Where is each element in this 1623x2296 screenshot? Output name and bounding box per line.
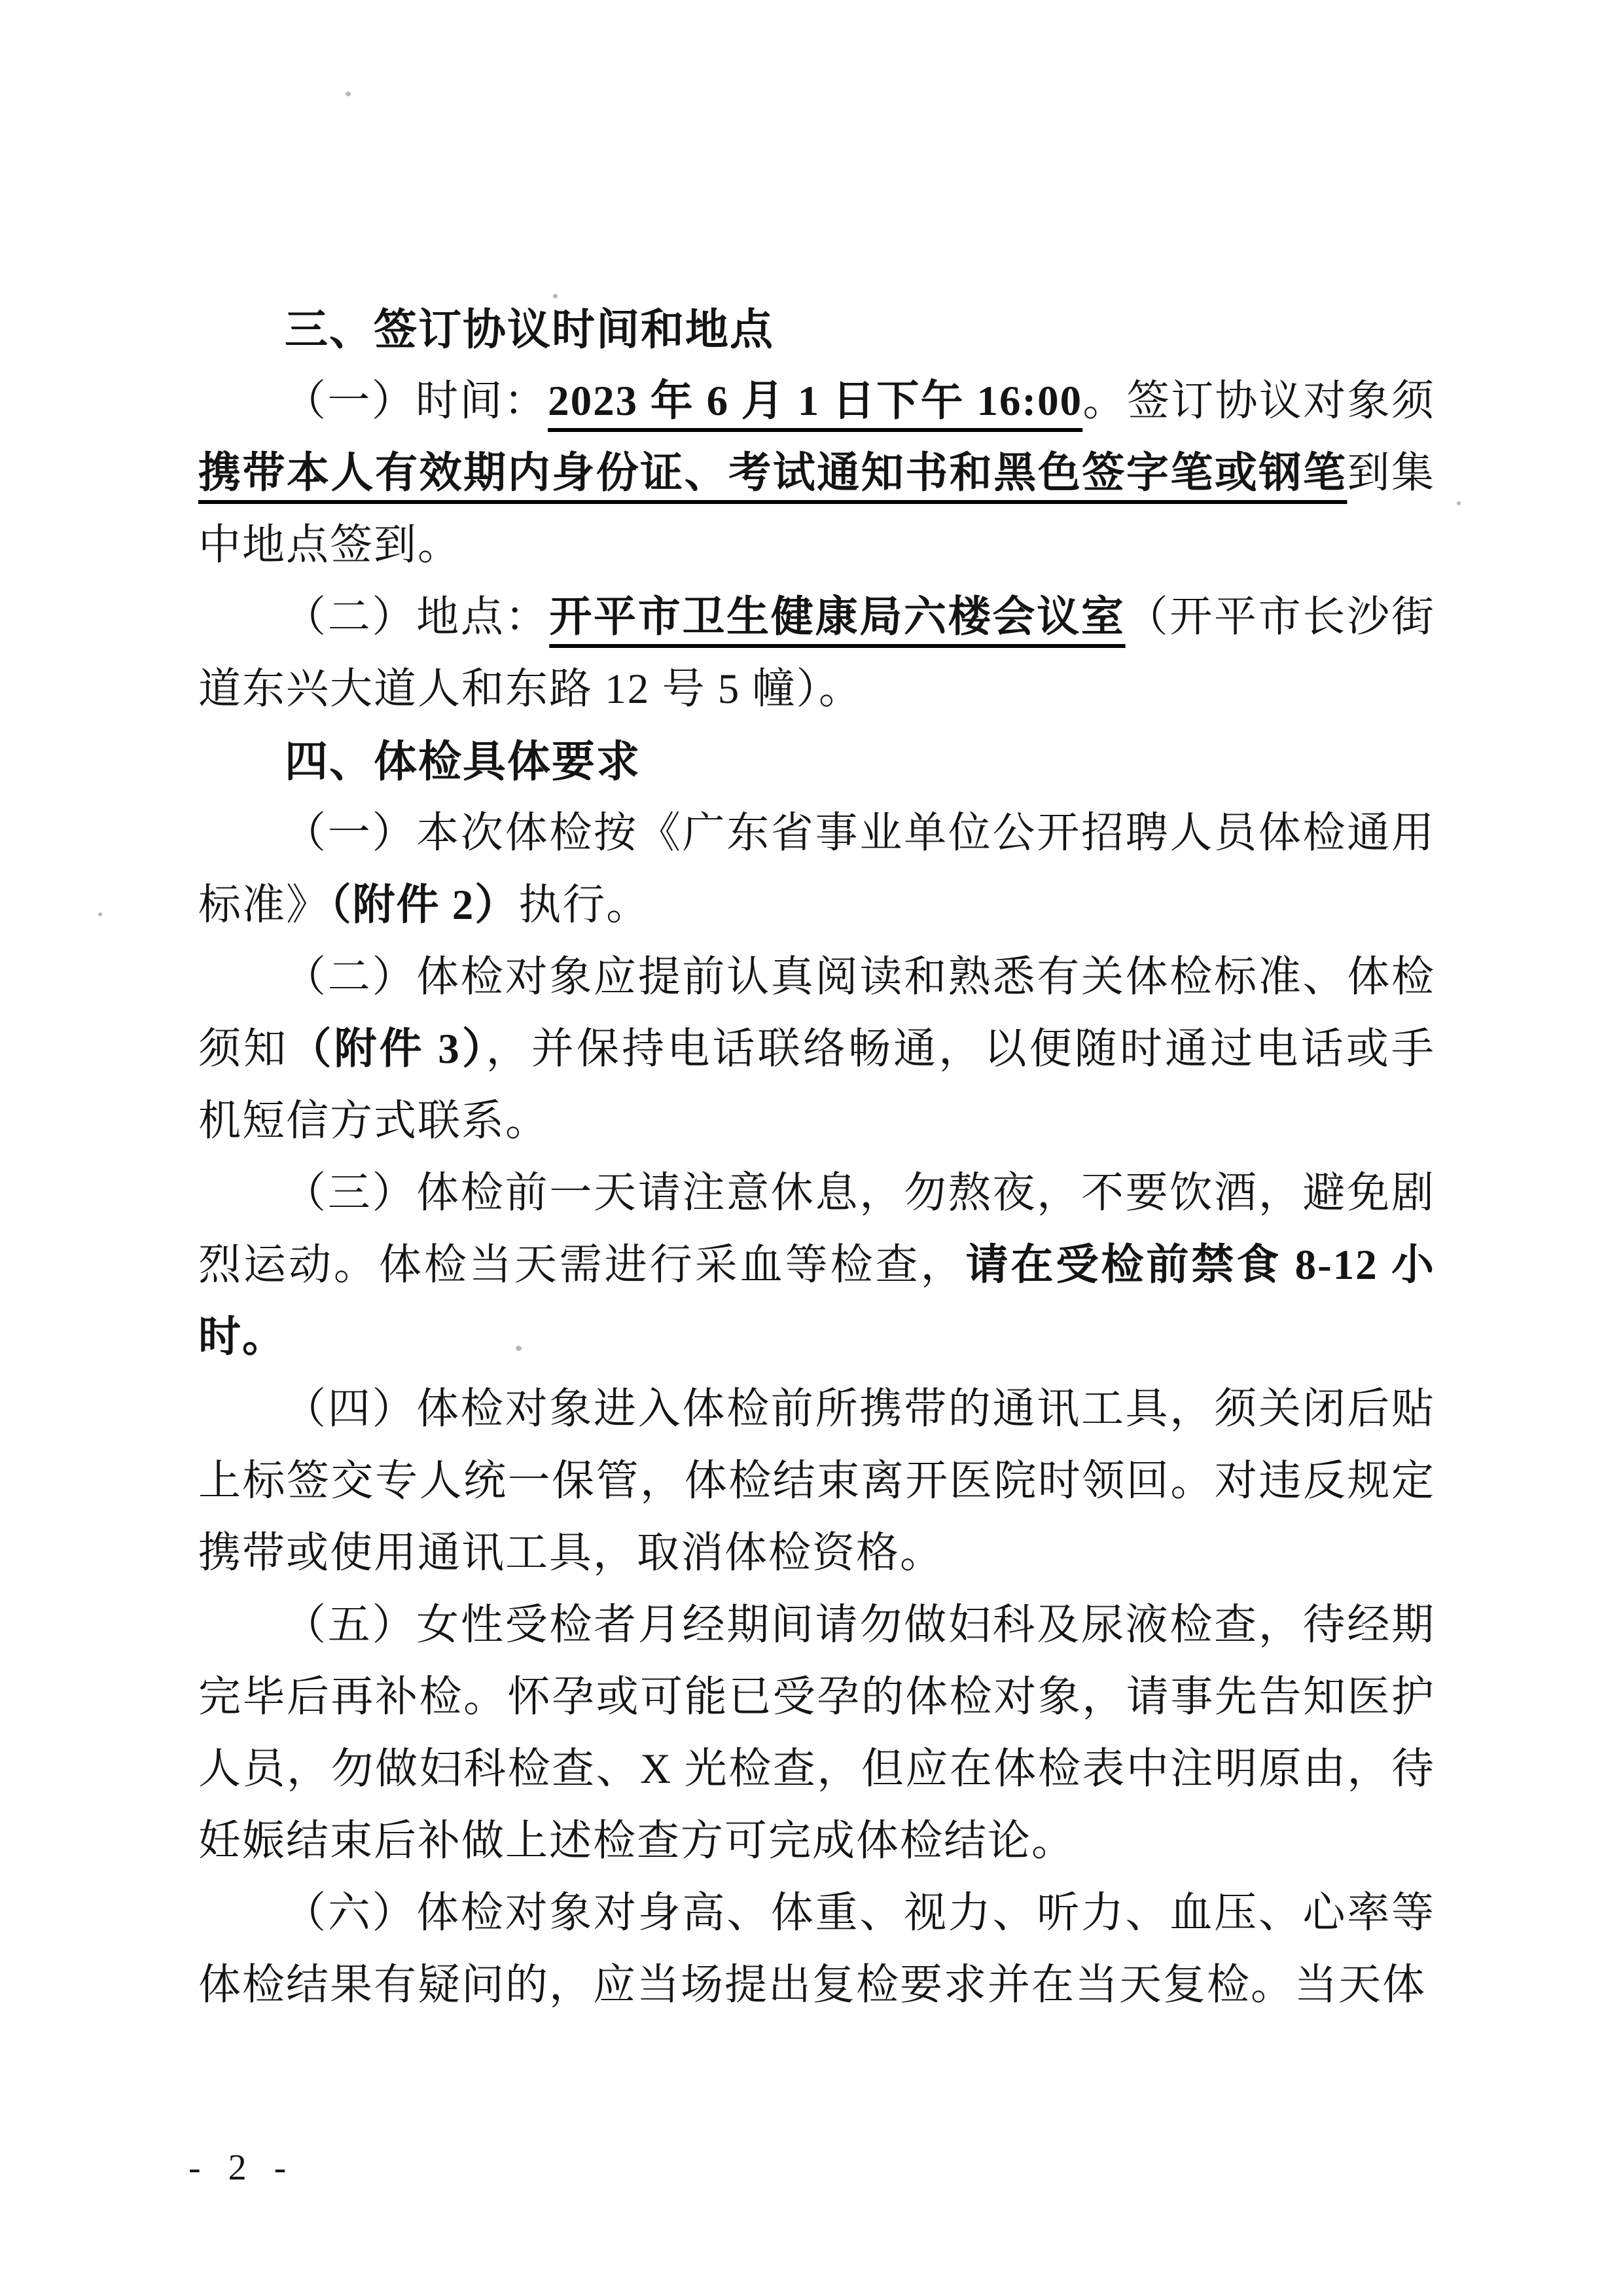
text-run: 携带本人有效期内身份证、考试通知书和黑色签字笔或钢笔	[198, 450, 1347, 497]
text-run: 执行。	[518, 882, 651, 929]
text-run: ，并保持电话联络畅通，以便随时通过电话或手机短信方式联系。	[198, 1026, 1435, 1145]
paragraph	[198, 1373, 1435, 1589]
paragraph	[198, 365, 1435, 581]
paragraph	[198, 581, 1435, 725]
text-run: （三）体检前一天请注意休息，勿熬夜，不要饮酒，避免剧烈运动。体检当天需进行采血等检查，	[198, 1170, 1435, 1289]
text-run: （四）体检对象进入体检前所携带的通讯工具，须关闭后贴上标签交专人统一保管，体检结束离开医院时领回。对违反规定携带或使用通讯工具，取消体检资格。	[198, 1386, 1435, 1577]
text-run: （一）时间：	[283, 378, 548, 425]
paragraph	[198, 941, 1435, 1157]
document-body	[198, 293, 1435, 2021]
text-run: 2023 年 6 月 1 日下午 16:00	[548, 378, 1083, 425]
paragraph	[198, 1589, 1435, 1877]
text-run: 三、签订协议时间和地点	[285, 305, 774, 353]
scan-speck	[98, 912, 102, 916]
text-run: 请在受检前禁食 8-12 小时。	[198, 1242, 1435, 1361]
text-run: 开平市卫生健康局六楼会议室	[549, 594, 1126, 641]
scan-speck	[516, 1346, 522, 1351]
paragraph	[198, 1157, 1435, 1373]
section-heading	[198, 725, 1435, 797]
paragraph	[198, 1877, 1435, 2021]
text-run: 。签订协议对象须	[1082, 378, 1435, 425]
scan-speck	[553, 294, 558, 298]
text-run: （一）本次体检按《广东省事业单位公开招聘人员体检通用标准》	[198, 810, 1435, 929]
text-run: （二）地点：	[283, 594, 550, 641]
text-run: （二）体检对象应提前认真阅读和熟悉有关体检标准、体检须知	[198, 954, 1435, 1073]
text-run: （开平市长沙街道东兴大道人和东路 12 号 5 幢）。	[198, 594, 1435, 713]
scan-speck	[1457, 501, 1461, 505]
text-run: （五）女性受检者月经期间请勿做妇科及尿液检查，待经期完毕后再补检。怀孕或可能已受孕的体检对象，请事先告知医护人员，勿做妇科检查、X 光检查，但应在体检表中注明原由，待妊娠结束后补做上述检查方可完成体检结论。	[198, 1602, 1435, 1865]
text-run: 到集中地点签到。	[198, 450, 1435, 569]
text-run: （六）体检对象对身高、体重、视力、听力、血压、心率等体检结果有疑问的，应当场提出复检要求并在当天复检。当天体	[198, 1890, 1435, 2009]
paragraph	[198, 797, 1435, 941]
page-number: - 2 -	[188, 2147, 296, 2188]
text-run: （附件 3）	[289, 1026, 486, 1073]
scan-speck	[346, 92, 351, 96]
text-run: （附件 2）	[330, 882, 519, 929]
section-heading	[198, 293, 1435, 365]
text-run: 四、体检具体要求	[285, 737, 641, 785]
